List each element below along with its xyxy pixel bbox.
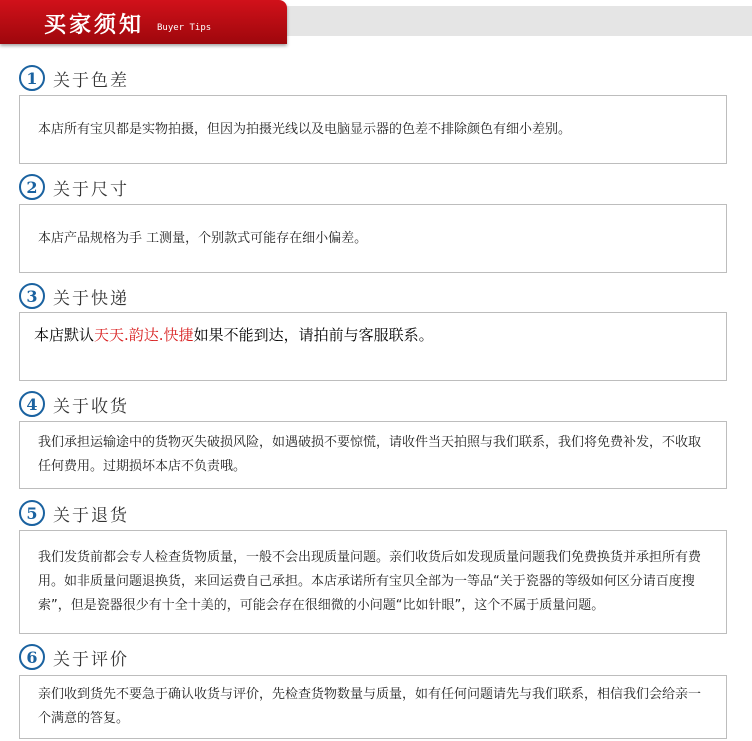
section-header — [19, 643, 129, 671]
header-banner — [0, 0, 752, 46]
section-header — [19, 64, 129, 92]
section-title: 关于尺寸 — [53, 179, 129, 200]
section-header — [19, 282, 129, 310]
section-content-box — [19, 530, 727, 634]
header-subtitle: Buyer Tips — [157, 23, 212, 33]
section-content-box — [19, 204, 727, 273]
section-title: 关于评价 — [53, 649, 129, 670]
section-text: 亲们收到货先不要急于确认收货与评价，先检查货物数量与质量，如有任何问题请先与我们联系，相信我们会给亲一个满意的答复。 — [38, 687, 702, 726]
section-content-box — [19, 95, 727, 164]
header-title: 买家须知 — [44, 13, 145, 38]
section-content-box — [19, 421, 727, 489]
number-badge: 5 — [19, 500, 45, 526]
section-content-box — [19, 675, 727, 739]
courier-highlight: 天天.韵达.快捷 — [94, 326, 194, 344]
section-text — [34, 323, 708, 347]
section-header — [19, 173, 129, 201]
text-suffix: 如果不能到达，请拍前与客服联系。 — [193, 326, 434, 344]
number-badge: 1 — [19, 65, 45, 91]
number-badge: 2 — [19, 174, 45, 200]
header-red-tab — [0, 0, 287, 44]
number-badge: 3 — [19, 283, 45, 309]
section-title: 关于快递 — [53, 288, 129, 309]
number-badge: 4 — [19, 391, 45, 417]
section-header — [19, 390, 129, 418]
section-header — [19, 499, 129, 527]
section-title: 关于色差 — [53, 70, 129, 91]
text-prefix: 本店默认 — [34, 326, 95, 344]
section-text: 本店产品规格为手 工测量，个别款式可能存在细小偏差。 — [38, 230, 368, 246]
number-badge: 6 — [19, 644, 45, 670]
section-content-box — [19, 312, 727, 381]
section-text: 我们发货前都会专人检查货物质量，一般不会出现质量问题。亲们收货后如发现质量问题我们免费换货并承担所有费用。如非质量问题退换货，来回运费自己承担。本店承诺所有宝贝全部为一等品“关于瓷器的等级如何区分请百度搜索”，但是瓷器很少有十全十美的，可能会存在很细微的小问题“比如针眼”，这个不属于质量问题。 — [38, 550, 702, 613]
section-text: 本店所有宝贝都是实物拍摄，但因为拍摄光线以及电脑显示器的色差不排除颜色有细小差别。 — [38, 121, 572, 137]
section-title: 关于收货 — [53, 396, 129, 417]
section-text: 我们承担运输途中的货物灭失破损风险，如遇破损不要惊慌，请收件当天拍照与我们联系，我们将免费补发，不收取任何费用。过期损坏本店不负责哦。 — [38, 435, 702, 474]
section-title: 关于退货 — [53, 505, 129, 526]
